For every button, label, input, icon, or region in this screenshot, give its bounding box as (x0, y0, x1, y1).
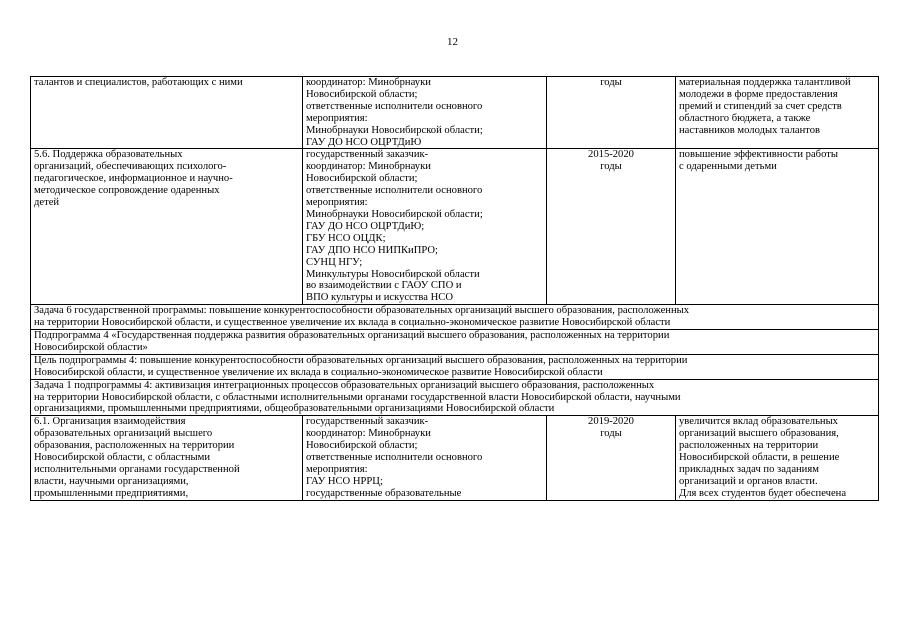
cell-line: Задача 1 подпрограммы 4: активизация интеграционных процессов образовательных организаций высшего образования, расположенных (34, 379, 655, 391)
cell-line: ответственные исполнители основного (306, 100, 483, 112)
activity-cell (31, 416, 303, 500)
executors-cell (303, 416, 547, 500)
section-heading-cell (31, 379, 879, 416)
result-cell (676, 416, 879, 500)
cell-line: Новосибирской области» (34, 341, 148, 353)
cell-line: ВПО культуры и искусства НСО (306, 292, 454, 304)
cell-line: с одаренными детьми (679, 161, 777, 173)
cell-line: детей (34, 197, 60, 209)
cell-line: Новосибирской области, и существенное увеличение их вклада в социально-экономическое развитие Новосибирской области (34, 366, 603, 378)
cell-line: во взаимодействии с ГАОУ СПО и (306, 280, 462, 292)
cell-line: организаций, обеспечивающих психолого- (34, 161, 227, 173)
cell-line: Новосибирской области, в решение (679, 452, 840, 464)
cell-line: молодежи в форме предоставления (679, 88, 838, 100)
cell-line: Для всех студентов будет обеспечена (679, 487, 847, 499)
cell-line: государственный заказчик- (306, 416, 429, 428)
cell-line: талантов и специалистов, работающих с ними (34, 77, 243, 88)
cell-line: организаций высшего образования, (679, 428, 839, 440)
cell-line: мероприятия: (306, 464, 368, 475)
section-heading-cell (31, 305, 879, 330)
cell-line: ГАУ ДПО НСО НИПКиПРО; (306, 244, 438, 256)
table-row-subprogram-4-task-1 (31, 379, 879, 416)
table-row-continued (31, 77, 879, 149)
table-row-5-6 (31, 149, 879, 305)
cell-line: ответственные исполнители основного (306, 452, 483, 464)
cell-line: ГАУ ДО НСО ОЦРТДиЮ; (306, 220, 425, 232)
executors-cell (303, 149, 547, 305)
cell-line: Новосибирской области; (306, 440, 418, 452)
cell-line: ГБУ НСО ОЦДК; (306, 232, 386, 244)
cell-line: Минобрнауки Новосибирской области; (306, 208, 483, 220)
cell-line: на территории Новосибирской области, и существенное увеличение их вклада в социально-экономическое развитие Новосибирской области (34, 317, 671, 329)
cell-line: координатор: Минобрнауки (306, 77, 431, 88)
cell-line: Задача 6 государственной программы: повышение конкурентоспособности образовательных организаций высшего образования, расположенных (34, 305, 690, 317)
cell-line: Новосибирской области, с областными (34, 452, 211, 464)
cell-line: ответственные исполнители основного (306, 185, 483, 197)
cell-line: ГАУ ДО НСО ОЦРТДиЮ (306, 136, 422, 148)
table-row-6-1 (31, 416, 879, 500)
cell-line: увеличится вклад образовательных (679, 416, 838, 428)
cell-line: 5.6. Поддержка образовательных (34, 149, 183, 161)
table-row-task-6 (31, 305, 879, 330)
table-row-subprogram-4 (31, 330, 879, 355)
section-heading-cell (31, 330, 879, 355)
period-cell (547, 149, 676, 305)
cell-line: повышение эффективности работы (679, 149, 838, 161)
result-cell (676, 77, 879, 149)
cell-line: расположенных на территории (679, 440, 819, 452)
cell-line: наставников молодых талантов (679, 124, 821, 136)
activity-cell (31, 77, 303, 149)
program-table (30, 76, 879, 501)
cell-line: Минобрнауки Новосибирской области; (306, 124, 483, 136)
cell-line: организаций и органов власти. (679, 475, 818, 487)
page-number: 12 (447, 36, 458, 48)
cell-line: годы (600, 161, 622, 173)
cell-line: образовательных организаций высшего (34, 428, 213, 440)
cell-line: областного бюджета, а также (679, 112, 811, 124)
cell-line: годы (600, 77, 622, 88)
cell-line: исполнительными органами государственной (34, 464, 240, 475)
cell-line: методическое сопровождение одаренных (34, 185, 220, 197)
cell-line: педагогическое, информационное и научно- (34, 173, 233, 185)
cell-line: ГАУ НСО НРРЦ; (306, 475, 383, 487)
cell-line: власти, научными организациями, (34, 475, 189, 487)
result-cell (676, 149, 879, 305)
cell-line: на территории Новосибирской области, с областными исполнительными органами государственной власти Новосибирской области, научными (34, 391, 681, 403)
section-heading-cell (31, 354, 879, 379)
cell-line: организациями, промышленными предприятиями, общеобразовательными организациями Новосибирской области (34, 403, 555, 415)
executors-cell (303, 77, 547, 149)
cell-line: мероприятия: (306, 112, 368, 124)
cell-line: Новосибирской области; (306, 88, 418, 100)
cell-line: СУНЦ НГУ; (306, 256, 363, 268)
cell-line: государственный заказчик- (306, 149, 429, 161)
cell-line: Цель подпрограммы 4: повышение конкурентоспособности образовательных организаций высшего образования, расположенных на территории (34, 354, 688, 366)
cell-line: Минкультуры Новосибирской области (306, 268, 480, 280)
cell-line: материальная поддержка талантливой (679, 77, 851, 88)
period-cell (547, 77, 676, 149)
cell-line: координатор: Минобрнауки (306, 161, 431, 173)
cell-line: мероприятия: (306, 197, 368, 209)
period-cell (547, 416, 676, 500)
cell-line: образования, расположенных на территории (34, 440, 235, 452)
cell-line: 2019-2020 (588, 416, 634, 428)
cell-line: годы (600, 428, 622, 440)
cell-line: прикладных задач по заданиям (679, 464, 819, 475)
cell-line: координатор: Минобрнауки (306, 428, 431, 440)
table-row-subprogram-4-goal (31, 354, 879, 379)
cell-line: Подпрограмма 4 «Государственная поддержка развития образовательных организаций высшего образования, расположенных на территории (34, 330, 670, 342)
cell-line: 2015-2020 (588, 149, 634, 161)
cell-line: промышленными предприятиями, (34, 487, 189, 499)
cell-line: Новосибирской области; (306, 173, 418, 185)
cell-line: 6.1. Организация взаимодействия (34, 416, 186, 428)
cell-line: государственные образовательные (306, 487, 462, 499)
cell-line: премий и стипендий за счет средств (679, 100, 842, 112)
activity-cell (31, 149, 303, 305)
